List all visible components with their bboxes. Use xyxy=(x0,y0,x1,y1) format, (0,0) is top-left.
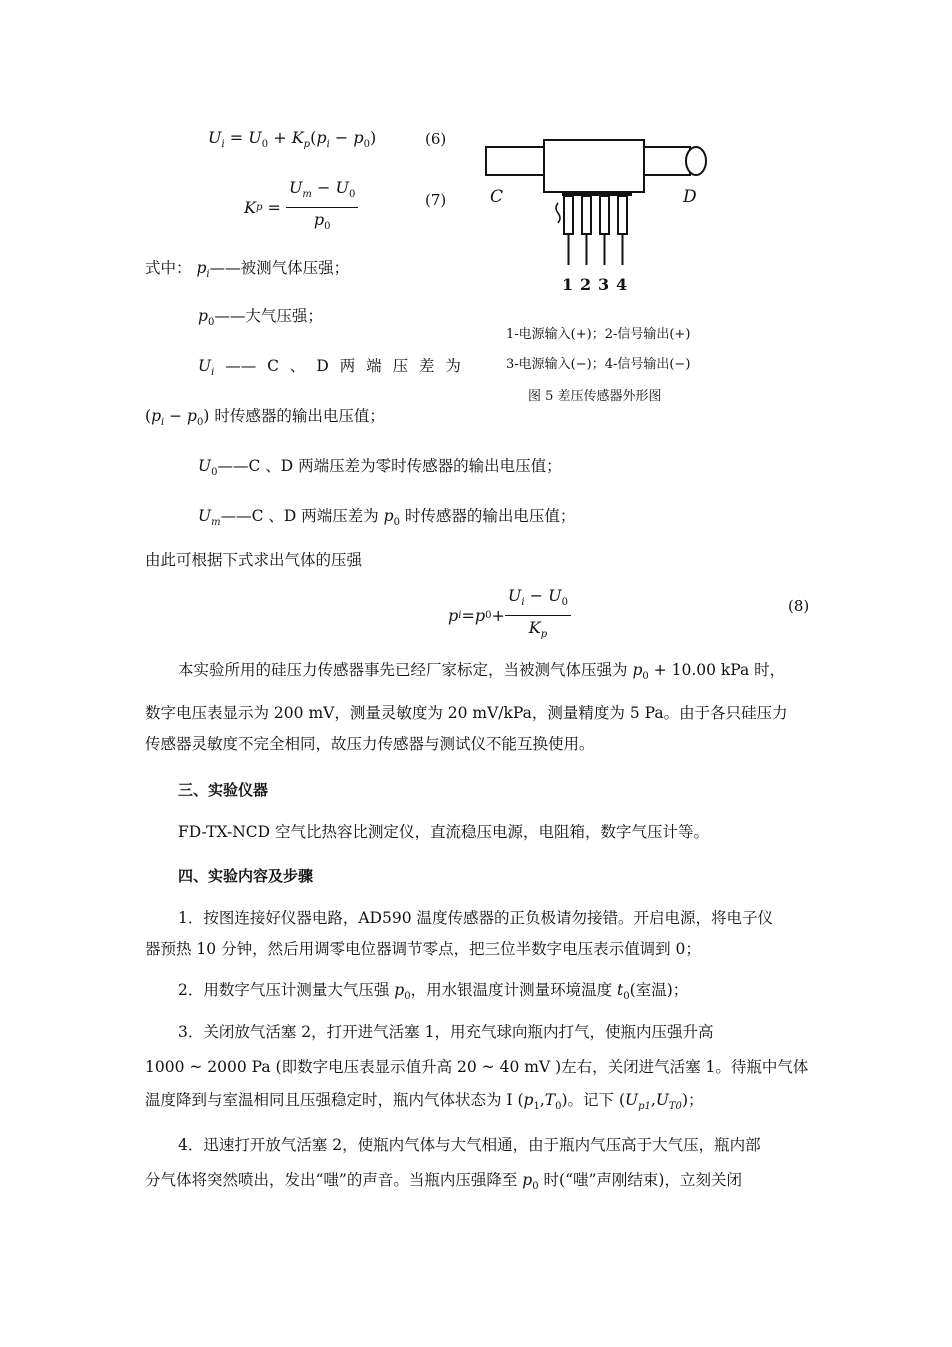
figure-legend-line1: 1-电源输入(+)；2-信号输出(+) xyxy=(506,327,691,342)
step-3-line2: 1000 ~ 2000 Pa (即数字电压表显示值升高 20 ~ 40 mV )左右，关闭进气活塞 1。待瓶中气体 xyxy=(145,1058,809,1076)
label-port-d: D xyxy=(683,187,697,207)
pin-number-3: 3 xyxy=(598,275,610,294)
section-3-body: FD-TX-NCD 空气比热容比测定仪，直流稳压电源，电阻箱，数字气压计等。 xyxy=(178,823,709,841)
section-3-heading: 三、实验仪器 xyxy=(178,781,269,799)
definition-ui-line1: $U_i$ —— C 、 D 两 端 压 差 为 xyxy=(198,357,461,378)
definition-p0: $p_0——$大气压强； xyxy=(198,307,323,328)
step-4-line1: 4．迅速打开放气活塞 2，使瓶内气体与大气相通，由于瓶内气压高于大气压，瓶内部 xyxy=(178,1136,761,1154)
figure-legend-line2: 3-电源输入(−)；4-信号输出(−) xyxy=(506,357,691,372)
equation-8-intro: 由此可根据下式求出气体的压强 xyxy=(145,551,363,569)
paragraph-calibration-line3: 传感器灵敏度不完全相同，故压力传感器与测试仪不能互换使用。 xyxy=(145,735,595,753)
step-1-line1: 1．按图连接好仪器电路，AD590 温度传感器的正负极请勿接错。开启电源，将电子仪 xyxy=(178,909,773,927)
figure-5 xyxy=(480,135,720,410)
step-3-line3: 温度降到与室温相同且压强稳定时，瓶内气体状态为 I $(p_1,T_0)$。记下 $(U_{p1},U_{T0})$； xyxy=(145,1091,704,1112)
paragraph-calibration-line1: 本实验所用的硅压力传感器事先已经厂家标定，当被测气体压强为 $p_0 + 10.00$ kPa 时， xyxy=(178,661,786,682)
equation-6-number: (6) xyxy=(425,130,447,148)
definition-u0: $U_0——C$ 、D 两端压差为零时传感器的输出电压值； xyxy=(198,457,562,478)
definition-ui-line2: $(p_i - p_0)$ 时传感器的输出电压值； xyxy=(145,407,385,428)
definition-pi: 式中： $p_i——$被测气体压强； xyxy=(145,259,350,280)
figure-caption: 图 5 差压传感器外形图 xyxy=(528,389,662,404)
definition-um: $U_m——C$ 、D 两端压差为 $p_0$ 时传感器的输出电压值； xyxy=(198,507,576,528)
label-port-c: C xyxy=(490,187,504,207)
equation-6: $U_i = U_0 + K_p(p_i - p_0)$ xyxy=(208,128,377,150)
section-4-heading: 四、实验内容及步骤 xyxy=(178,867,314,885)
step-2: 2．用数字气压计测量大气压强 $p_0$，用水银温度计测量环境温度 $t_0$(室温)； xyxy=(178,981,689,1002)
step-1-line2: 器预热 10 分钟，然后用调零电位器调节零点，把三位半数字电压表示值调到 0； xyxy=(145,940,701,958)
step-4-line2: 分气体将突然喷出，发出“嗤”的声音。当瓶内压强降至 $p_0$ 时(“嗤”声刚结束)，立刻关闭 xyxy=(145,1171,742,1192)
step-3-line1: 3．关闭放气活塞 2，打开进气活塞 1，用充气球向瓶内打气，使瓶内压强升高 xyxy=(178,1023,714,1041)
paragraph-calibration-line2: 数字电压表显示为 200 mV，测量灵敏度为 20 mV/kPa，测量精度为 5 Pa。由于各只硅压力 xyxy=(145,704,788,722)
equation-8-number: (8) xyxy=(788,597,810,615)
pin-number-1: 1 xyxy=(562,275,574,294)
equation-7-number: (7) xyxy=(425,191,447,209)
equation-7: K p = $\frac{U_m - U_0}{p_0}$ xyxy=(244,178,358,237)
differential-pressure-sensor-diagram xyxy=(480,135,720,295)
equation-8: p i = p 0 + $\frac{U_i - U_0}{K_p}$ xyxy=(448,586,571,645)
pin-number-2: 2 xyxy=(580,275,592,294)
pin-number-4: 4 xyxy=(616,275,628,294)
